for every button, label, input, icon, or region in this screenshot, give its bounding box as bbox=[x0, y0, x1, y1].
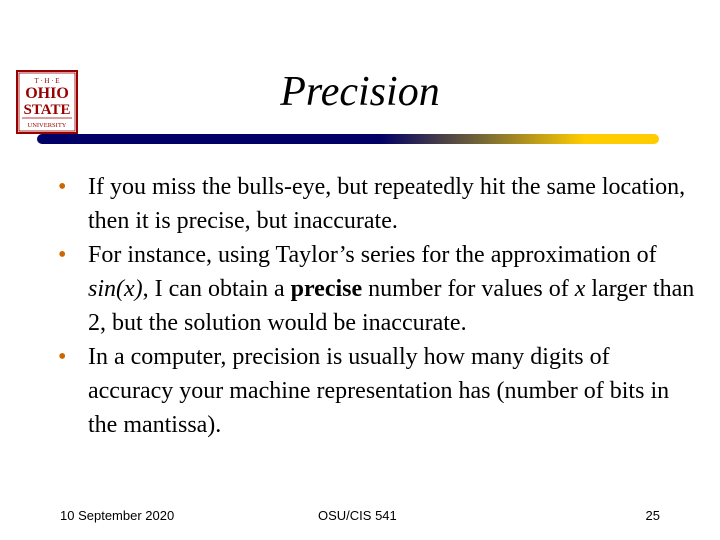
bullet-text-run: If you miss the bulls-eye, but repeatedly hit the same location, then it is precise, but inaccurate. bbox=[88, 174, 686, 234]
bullet-list bbox=[58, 170, 698, 442]
logo-line-university: UNIVERSITY bbox=[27, 122, 67, 129]
title-underline-bar bbox=[36, 133, 660, 145]
bullet-text-run: , I can obtain a bbox=[142, 276, 291, 302]
bullet-text-run: sin(x) bbox=[88, 276, 143, 302]
bullet-text-run: precise bbox=[290, 276, 363, 302]
bullet-text-run: number for values of bbox=[362, 276, 575, 302]
logo-line-the: T · H · E bbox=[34, 77, 60, 85]
bullet-icon: • bbox=[58, 344, 67, 370]
bullet-icon: • bbox=[58, 174, 67, 200]
footer-course: OSU/CIS 541 bbox=[318, 508, 397, 523]
ohio-state-logo-icon bbox=[16, 70, 78, 134]
bullet-text-run: In a computer, precision is usually how many digits of accuracy your machine representation has (number of bits in the mantissa). bbox=[88, 344, 670, 438]
footer-date: 10 September 2020 bbox=[60, 508, 175, 523]
footer-page-number: 25 bbox=[645, 508, 660, 523]
bullet-item bbox=[58, 170, 698, 238]
bullet-icon: • bbox=[58, 242, 67, 268]
bullet-text-run: For instance, using Taylor’s series for the approximation of bbox=[88, 242, 657, 268]
slide-title: Precision bbox=[280, 69, 440, 115]
bullet-item bbox=[58, 340, 698, 442]
osu-logo bbox=[16, 70, 78, 134]
logo-line-state: STATE bbox=[23, 102, 71, 118]
bullet-text-run: x bbox=[574, 276, 586, 302]
bullet-text-run: larger than 2, but the solution would be inaccurate. bbox=[88, 276, 695, 336]
bullet-item bbox=[58, 238, 698, 340]
logo-line-ohio: OHIO bbox=[25, 85, 69, 102]
